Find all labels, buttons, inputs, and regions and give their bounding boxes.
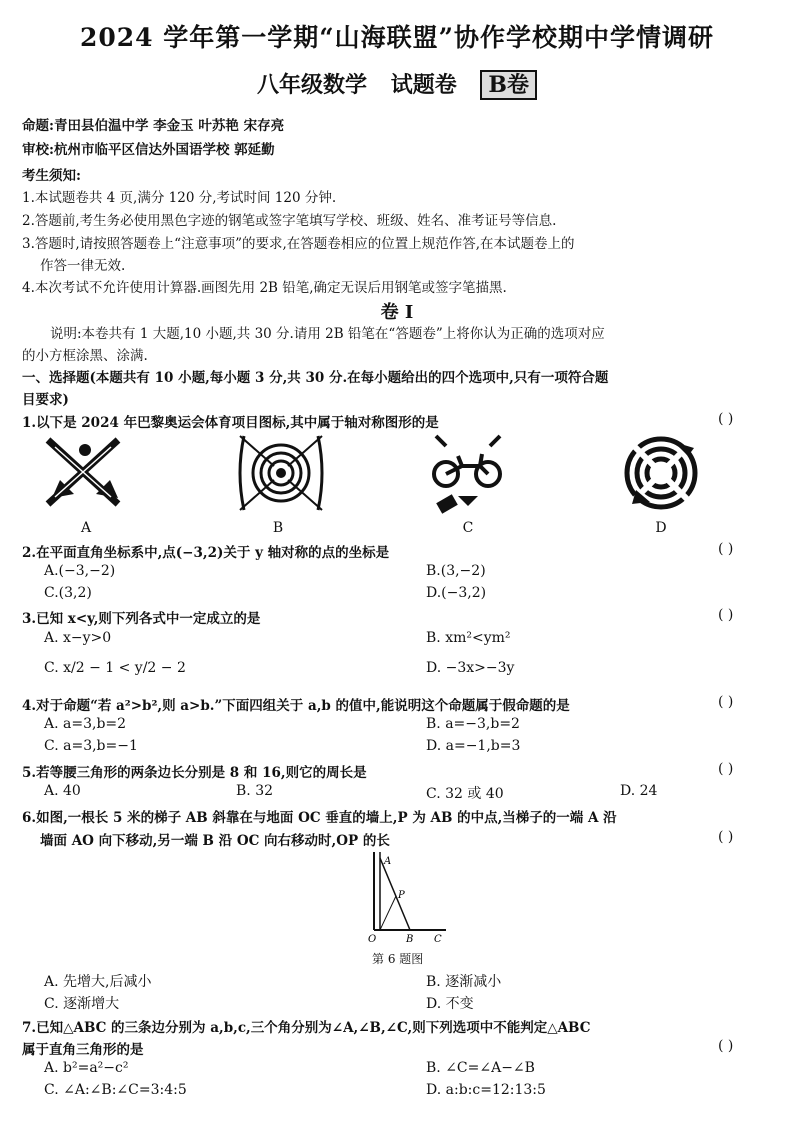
bmx-icon [428, 432, 508, 514]
option-label: C [462, 520, 474, 536]
point-p-label: P [398, 890, 405, 901]
option-d: D.(−3,2) [426, 585, 487, 601]
option-c: C. ∠A:∠B:∠C=3:4:5 [44, 1082, 187, 1098]
option-label: D [655, 520, 667, 536]
notice-item: 1.本试题卷共 4 页,满分 120 分,考试时间 120 分钟. [22, 190, 337, 206]
option-a: A. x−y>0 [44, 630, 112, 646]
question-6-stem: 墙面 AO 向下移动,另一端 B 沿 OC 向右移动时,OP 的长 [40, 833, 390, 849]
answer-paren: ( ) [718, 541, 734, 557]
option-c: C. 逐渐增大 [44, 996, 120, 1012]
question-3-stem: 3.已知 x<y,则下列各式中一定成立的是 [22, 611, 261, 627]
point-c-label: C [434, 934, 442, 945]
point-o-label: O [368, 934, 377, 945]
answer-paren: ( ) [718, 694, 734, 710]
section-desc: 说明:本卷共有 1 大题,10 小题,共 30 分.请用 2B 铅笔在“答题卷”上将你认为正确的选项对应 [50, 326, 605, 342]
skateboarding-icon [616, 432, 706, 514]
question-7-stem: 属于直角三角形的是 [22, 1042, 144, 1058]
option-b: B. 逐渐减小 [426, 974, 502, 990]
option-b: B. ∠C=∠A−∠B [426, 1060, 535, 1076]
notice-item: 作答一律无效. [40, 258, 126, 274]
question-7-stem: 7.已知△ABC 的三条边分别为 a,b,c,三个角分别为∠A,∠B,∠C,则下列选项中不能判定△ABC [22, 1020, 591, 1036]
notice-item: 3.答题时,请按照答题卷上“注意事项”的要求,在答题卷相应的位置上规范作答,在本试题卷上的 [22, 236, 575, 252]
paper-label: 试题卷 [390, 72, 457, 98]
answer-paren: ( ) [718, 829, 734, 845]
reviewer-line: 审校:杭州市临平区信达外国语学校 郭延勤 [22, 142, 275, 158]
version-badge: B卷 [480, 70, 537, 100]
exam-title: 2024 学年第一学期“山海联盟”协作学校期中学情调研 [79, 23, 715, 52]
question-6-stem: 6.如图,一根长 5 米的梯子 AB 斜靠在与地面 OC 垂直的墙上,P 为 AB 的中点,当梯子的一端 A 沿 [22, 810, 617, 826]
point-b-label: B [406, 934, 414, 945]
option-d: D. 24 [620, 783, 658, 799]
answer-paren: ( ) [718, 761, 734, 777]
ladder-figure [366, 850, 456, 945]
option-d: D. −3x>−3y [426, 660, 515, 676]
question-1-stem: 1.以下是 2024 年巴黎奥运会体育项目图标,其中属于轴对称图形的是 [22, 415, 439, 431]
option-b: B.(3,−2) [426, 563, 486, 579]
option-label: B [272, 520, 284, 536]
answer-paren: ( ) [718, 607, 734, 623]
option-a: A. b²=a²−c² [44, 1060, 129, 1076]
option-d: D. 不变 [426, 996, 474, 1012]
answer-paren: ( ) [718, 411, 734, 427]
notice-heading: 考生须知: [22, 168, 81, 184]
option-b: B. 32 [236, 783, 274, 799]
option-b: B. xm²<ym² [426, 630, 511, 646]
option-label: A [80, 520, 92, 536]
option-c: C. 32 或 40 [426, 786, 504, 802]
figure-caption: 第 6 题图 [372, 952, 424, 966]
option-c: C.(3,2) [44, 585, 92, 601]
option-a: A.(−3,−2) [44, 563, 116, 579]
option-a: A. 先增大,后减小 [44, 974, 152, 990]
section-desc: 的小方框涂黑、涂满. [22, 348, 148, 364]
archery-icon [236, 432, 326, 514]
question-5-stem: 5.若等腰三角形的两条边长分别是 8 和 16,则它的周长是 [22, 765, 367, 781]
option-c: C. a=3,b=−1 [44, 738, 138, 754]
question-4-stem: 4.对于命题“若 a²>b²,则 a>b.”下面四组关于 a,b 的值中,能说明这个命题属于假命题的是 [22, 698, 570, 714]
part-heading: 一、选择题(本题共有 10 小题,每小题 3 分,共 30 分.在每小题给出的四个选项中,只有一项符合题 [22, 370, 609, 386]
notice-item: 4.本次考试不允许使用计算器.画图先用 2B 铅笔,确定无误后用钢笔或签字笔描黑. [22, 280, 507, 296]
exam-subtitle [0, 68, 794, 100]
option-d: D. a=−1,b=3 [426, 738, 521, 754]
answer-paren: ( ) [718, 1038, 734, 1054]
option-c: C. x/2 − 1 < y/2 − 2 [44, 660, 186, 676]
question-2-stem: 2.在平面直角坐标系中,点(−3,2)关于 y 轴对称的点的坐标是 [22, 545, 390, 561]
section-title: 卷 Ⅰ [380, 302, 414, 323]
badminton-icon [40, 432, 130, 512]
option-a: A. 40 [44, 783, 81, 799]
option-b: B. a=−3,b=2 [426, 716, 520, 732]
part-heading: 目要求) [22, 392, 69, 408]
option-a: A. a=3,b=2 [44, 716, 127, 732]
point-a-label: A [384, 856, 392, 867]
subject-label: 八年级数学 [257, 72, 368, 98]
notice-item: 2.答题前,考生务必使用黑色字迹的钢笔或签字笔填写学校、班级、姓名、准考证号等信息. [22, 213, 557, 229]
option-d: D. a:b:c=12:13:5 [426, 1082, 546, 1098]
author-line: 命题:青田县伯温中学 李金玉 叶苏艳 宋存亮 [22, 118, 285, 134]
